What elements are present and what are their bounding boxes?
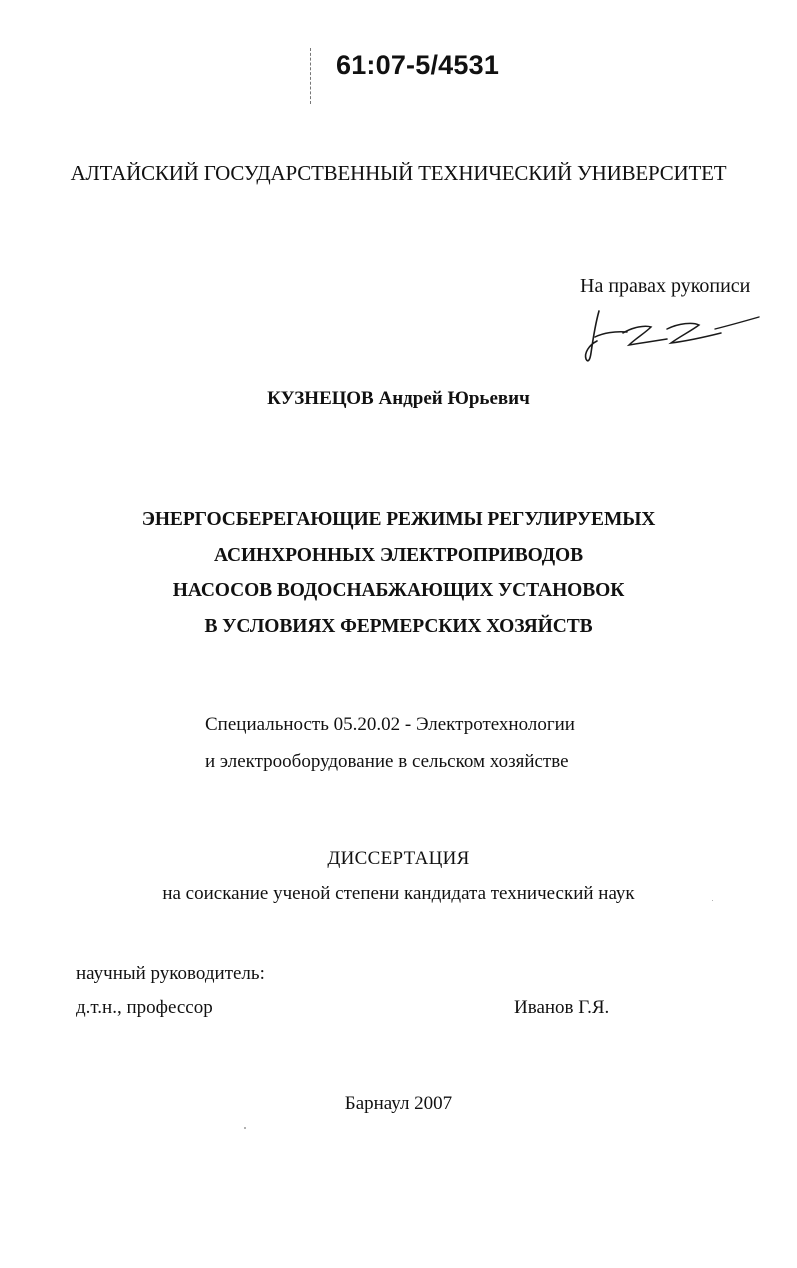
dissertation-label: ДИССЕРТАЦИЯ — [327, 848, 470, 869]
supervisor-name: Иванов Г.Я. — [514, 997, 610, 1018]
scan-speck — [244, 1127, 246, 1129]
specialty-line-1: Специальность 05.20.02 - Электротехнологии — [205, 714, 575, 735]
thesis-title-line-3: НАСОСОВ ВОДОСНАБЖАЮЩИХ УСТАНОВОК — [172, 580, 625, 601]
thesis-title-line-4: В УСЛОВИЯХ ФЕРМЕРСКИХ ХОЗЯЙСТВ — [204, 616, 593, 637]
author-name: КУЗНЕЦОВ Андрей Юрьевич — [267, 388, 530, 409]
specialty-line-2: и электрооборудование в сельском хозяйстве — [205, 751, 569, 772]
manuscript-note: На правах рукописи — [580, 275, 751, 297]
university-name: АЛТАЙСКИЙ ГОСУДАРСТВЕННЫЙ ТЕХНИЧЕСКИЙ УНИВЕРСИТЕТ — [70, 161, 727, 185]
scan-speck — [712, 900, 713, 901]
supervisor-rank: д.т.н., профессор — [76, 997, 213, 1018]
registry-code: 61:07-5/4531 — [336, 50, 500, 80]
degree-statement: на соискание ученой степени кандидата технический наук — [162, 883, 635, 904]
city-year: Барнаул 2007 — [344, 1093, 453, 1114]
thesis-title-line-1: ЭНЕРГОСБЕРЕГАЮЩИЕ РЕЖИМЫ РЕГУЛИРУЕМЫХ — [141, 509, 656, 530]
author-signature — [575, 303, 765, 368]
registry-margin-mark — [310, 48, 313, 104]
thesis-title-line-2: АСИНХРОННЫХ ЭЛЕКТРОПРИВОДОВ — [214, 545, 583, 566]
supervisor-label: научный руководитель: — [76, 963, 265, 984]
